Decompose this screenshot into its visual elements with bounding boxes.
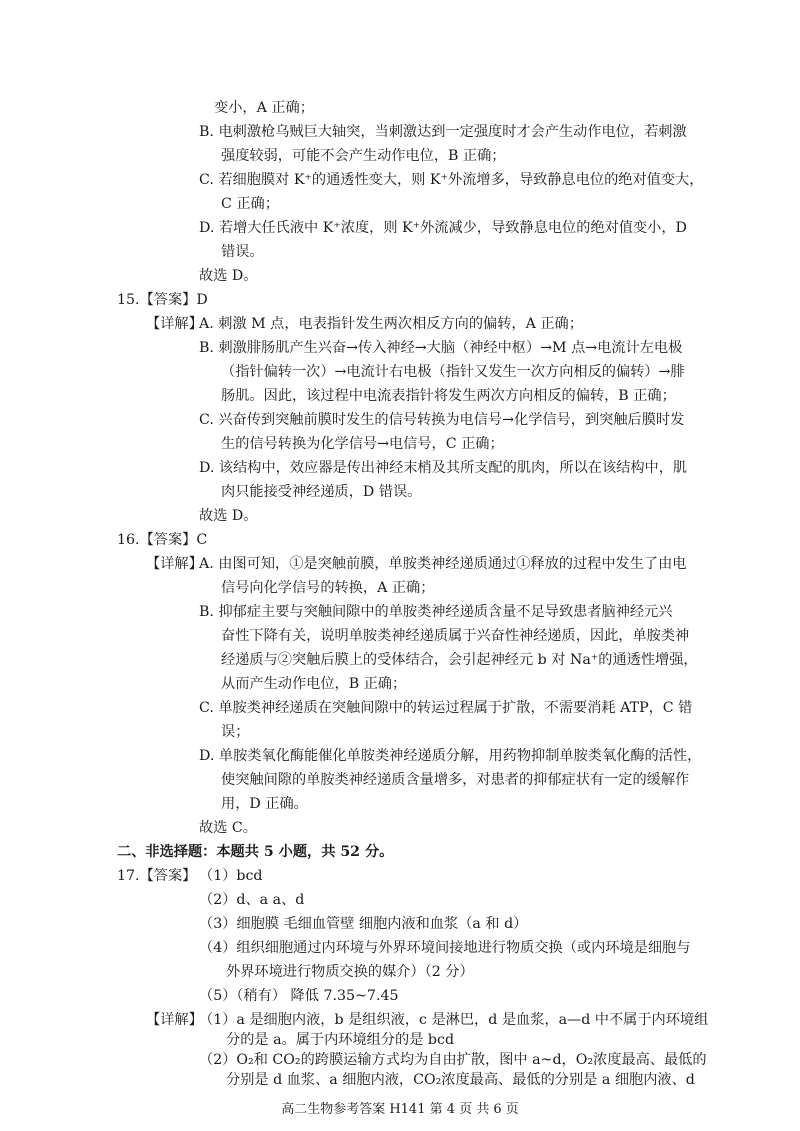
q17-answer-label: 【答案】: [139, 868, 197, 884]
q17-detail-2-line1: （2）O₂和 CO₂的跨膜运输方式均为自由扩散，图中 a~d，O₂浓度最高、最低的: [199, 1052, 707, 1068]
q15-answer-value: D: [196, 292, 208, 308]
q15-option-c-line2: 生的信号转换为化学信号→电信号，C 正确；: [221, 436, 504, 452]
q15-option-b-line2: （指针偏转一次）→电流计右电极（指针又发生一次方向相反的偏转）→腓: [221, 364, 685, 380]
q17-number: 17.: [117, 868, 140, 884]
q15-answer-row: [117, 290, 208, 310]
q17-answer-5: （5）（稍有） 降低 7.35~7.45: [199, 988, 399, 1004]
q17-detail-1-line1: （1）a 是细胞内液，b 是组织液，c 是淋巴，d 是血浆，a—d 中不属于内环境组: [199, 1012, 709, 1028]
q14-conclusion: 故选 D。: [199, 268, 258, 284]
q17-answer-row: [117, 866, 196, 886]
q15-conclusion: 故选 D。: [199, 508, 258, 524]
q15-option-d-line2: 肉只能接受神经递质，D 错误。: [221, 484, 422, 500]
q16-option-c-line2: 误；: [221, 724, 250, 740]
q15-option-d-line1: D. 该结构中，效应器是传出神经末梢及其所支配的肌肉，所以在该结构中，肌: [199, 460, 688, 476]
q14-option-b-line1: B. 电刺激枪乌贼巨大轴突，当刺激达到一定强度时才会产生动作电位，若刺激: [199, 124, 687, 140]
q14-a-continuation: 变小，A 正确；: [214, 100, 314, 116]
q14-option-d-line1: D. 若增大任氏液中 K⁺浓度，则 K⁺外流减少，导致静息电位的绝对值变小，D: [199, 220, 687, 236]
q15-answer-label: 【答案】: [139, 292, 197, 308]
page-footer: 高二生物参考答案 H141 第 4 页 共 6 页: [281, 1102, 519, 1117]
q16-option-a-line1: A. 由图可知，①是突触前膜，单胺类神经递质通过①释放的过程中发生了由电: [199, 556, 687, 572]
q17-answer-2: （2）d、a a、d: [199, 892, 305, 908]
q16-answer-row: [117, 530, 207, 550]
q17-detail-label: 【详解】: [146, 1012, 203, 1028]
q17-answer-1: （1）bcd: [199, 868, 263, 884]
q15-option-b-line3: 肠肌。因此，该过程中电流表指针将发生两次方向相反的偏转，B 正确；: [221, 388, 676, 404]
q16-answer-value: C: [196, 532, 208, 548]
q14-option-c-line2: C 正确；: [221, 196, 279, 212]
q14-option-d-line2: 错误。: [221, 244, 264, 260]
q15-option-b-line1: B. 刺激腓肠肌产生兴奋→传入神经→大脑（神经中枢）→M 点→电流计左电极: [199, 340, 683, 356]
q15-detail-label: 【详解】: [146, 316, 203, 332]
q16-option-d-line1: D. 单胺类氧化酶能催化单胺类神经递质分解，用药物抑制单胺类氧化酶的活性，: [199, 748, 702, 764]
section-heading: 二、非选择题：本题共 5 小题，共 52 分。: [117, 844, 394, 860]
q17-answer-3: （3）细胞膜 毛细血管壁 细胞内液和血浆（a 和 d）: [199, 916, 528, 932]
q16-number: 16.: [117, 532, 140, 548]
q17-detail-2-line2: 分别是 d 血浆、a 细胞内液，CO₂浓度最高、最低的分别是 a 细胞内液、d: [226, 1072, 695, 1088]
q16-option-b-line4: 从而产生动作电位，B 正确；: [221, 676, 407, 692]
q16-option-b-line2: 奋性下降有关，说明单胺类神经递质属于兴奋性神经递质，因此，单胺类神: [221, 628, 690, 644]
q14-option-b-line2: 强度较弱，可能不会产生动作电位，B 正确；: [221, 148, 506, 164]
q16-option-d-line2: 使突触间隙的单胺类神经递质含量增多，对患者的抑郁症状有一定的缓解作: [221, 772, 690, 788]
q16-option-c-line1: C. 单胺类神经递质在突触间隙中的转运过程属于扩散，不需要消耗 ATP，C 错: [199, 700, 693, 716]
q15-option-c-line1: C. 兴奋传到突触前膜时发生的信号转换为电信号→化学信号，到突触后膜时发: [199, 412, 685, 428]
q17-answer-4-line1: （4）组织细胞通过内环境与外界环境间接地进行物质交换（或内环境是细胞与: [199, 940, 691, 956]
q16-option-b-line1: B. 抑郁症主要与突触间隙中的单胺类神经递质含量不足导致患者脑神经元兴: [199, 604, 673, 620]
q15-option-a: A. 刺激 M 点，电表指针发生两次相反方向的偏转，A 正确；: [199, 316, 583, 332]
q17-detail-1-line2: 分的是 a。属于内环境组分的是 bcd: [226, 1032, 455, 1048]
q14-option-c-line1: C. 若细胞膜对 K⁺的通透性变大，则 K⁺外流增多，导致静息电位的绝对值变大，: [199, 172, 704, 188]
q17-answer-4-line2: 外界环境进行物质交换的媒介）（2 分）: [226, 964, 474, 980]
q15-number: 15.: [117, 292, 140, 308]
q16-option-a-line2: 信号向化学信号的转换，A 正确；: [221, 580, 435, 596]
q16-detail-label: 【详解】: [146, 556, 203, 572]
q16-option-d-line3: 用，D 正确。: [221, 796, 308, 812]
q16-answer-label: 【答案】: [139, 532, 197, 548]
q16-option-b-line3: 经递质与②突触后膜上的受体结合，会引起神经元 b 对 Na⁺的通透性增强，: [221, 652, 698, 668]
q16-conclusion: 故选 C。: [199, 820, 257, 836]
